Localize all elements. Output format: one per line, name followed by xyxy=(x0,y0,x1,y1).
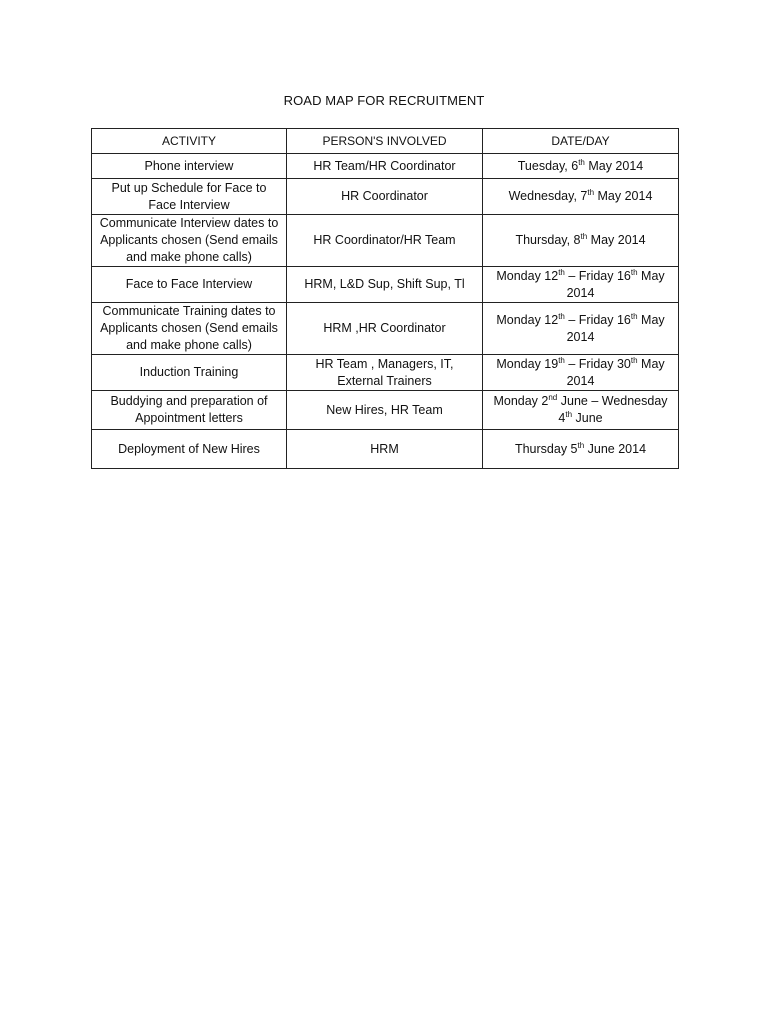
persons-cell: HR Team , Managers, IT, External Trainers xyxy=(287,355,483,391)
table-row xyxy=(92,355,679,391)
activity-cell: Deployment of New Hires xyxy=(92,430,287,469)
table-row xyxy=(92,179,679,215)
persons-cell: New Hires, HR Team xyxy=(287,391,483,430)
activity-cell: Communicate Interview dates to Applicants chosen (Send emails and make phone calls) xyxy=(92,215,287,267)
date-cell: Monday 12th – Friday 16th May 2014 xyxy=(483,267,679,303)
recruitment-roadmap-table xyxy=(91,128,679,469)
activity-cell: Communicate Training dates to Applicants chosen (Send emails and make phone calls) xyxy=(92,303,287,355)
date-cell: Tuesday, 6th May 2014 xyxy=(483,154,679,179)
date-cell: Wednesday, 7th May 2014 xyxy=(483,179,679,215)
activity-cell: Induction Training xyxy=(92,355,287,391)
header-persons-involved: PERSON'S INVOLVED xyxy=(287,129,483,154)
persons-cell: HR Team/HR Coordinator xyxy=(287,154,483,179)
document-title: ROAD MAP FOR RECRUITMENT xyxy=(283,93,485,108)
date-cell: Thursday, 8th May 2014 xyxy=(483,215,679,267)
persons-cell: HR Coordinator/HR Team xyxy=(287,215,483,267)
persons-cell: HRM xyxy=(287,430,483,469)
table-row xyxy=(92,391,679,430)
table-header-row xyxy=(92,129,679,154)
persons-cell: HRM, L&D Sup, Shift Sup, Tl xyxy=(287,267,483,303)
persons-cell: HR Coordinator xyxy=(287,179,483,215)
date-cell: Thursday 5th June 2014 xyxy=(483,430,679,469)
activity-cell: Put up Schedule for Face to Face Interview xyxy=(92,179,287,215)
table-row xyxy=(92,430,679,469)
persons-cell: HRM ,HR Coordinator xyxy=(287,303,483,355)
table-row xyxy=(92,215,679,267)
date-cell: Monday 2nd June – Wednesday 4th June xyxy=(483,391,679,430)
table-row xyxy=(92,267,679,303)
activity-cell: Buddying and preparation of Appointment letters xyxy=(92,391,287,430)
header-date-day: DATE/DAY xyxy=(483,129,679,154)
activity-cell: Face to Face Interview xyxy=(92,267,287,303)
table-row xyxy=(92,303,679,355)
activity-cell: Phone interview xyxy=(92,154,287,179)
date-cell: Monday 19th – Friday 30th May 2014 xyxy=(483,355,679,391)
header-activity: ACTIVITY xyxy=(92,129,287,154)
date-cell: Monday 12th – Friday 16th May 2014 xyxy=(483,303,679,355)
table-row xyxy=(92,154,679,179)
